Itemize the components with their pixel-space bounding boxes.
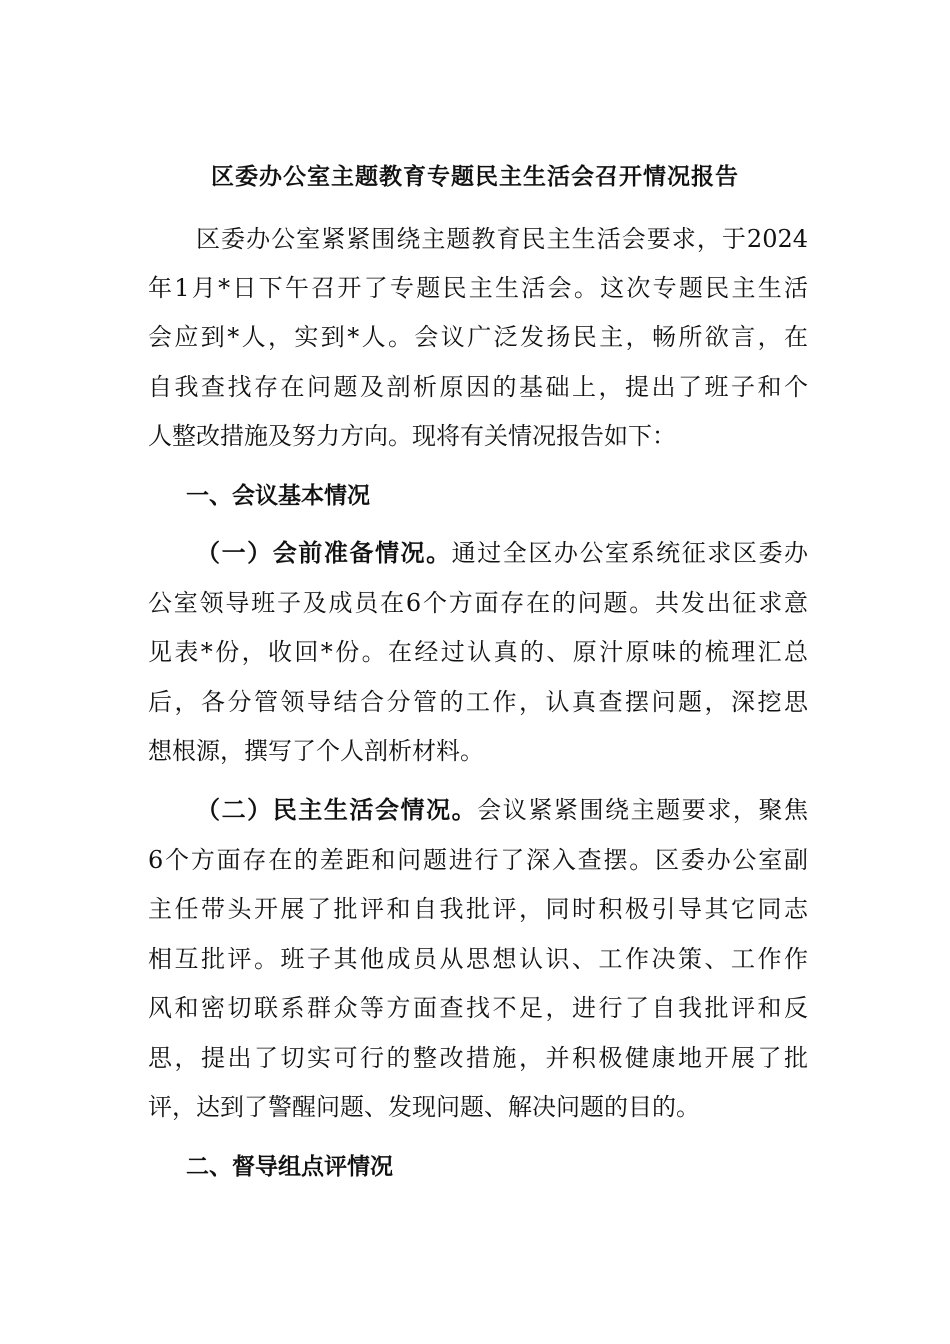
sub2-line-4: 相互批评。班子其他成员从思想认识、工作决策、工作作 [148, 945, 808, 973]
sub1-line-1 [196, 536, 808, 570]
sub1-line-3: 见表*份，收回*份。在经过认真的、原汁原味的梳理汇总 [148, 638, 808, 666]
sub2-line-3: 主任带头开展了批评和自我批评，同时积极引导其它同志 [148, 895, 808, 923]
intro-line-1: 区委办公室紧紧围绕主题教育民主生活会要求，于2024 [196, 225, 808, 253]
sub2-line-2: 6个方面存在的差距和问题进行了深入查摆。区委办公室副 [148, 846, 808, 874]
sub2-line-5: 风和密切联系群众等方面查找不足，进行了自我批评和反 [148, 994, 808, 1022]
sub2-line-6: 思，提出了切实可行的整改措施，并积极健康地开展了批 [148, 1044, 808, 1072]
sub1-first-rest: 通过全区办公室系统征求区委办 [451, 539, 809, 567]
intro-line-4: 自我查找存在问题及剖析原因的基础上，提出了班子和个 [148, 373, 808, 401]
sub2-line-7: 评，达到了警醒问题、发现问题、解决问题的目的。 [148, 1093, 700, 1121]
sub1-line-4: 后，各分管领导结合分管的工作，认真查摆问题，深挖思 [148, 688, 808, 716]
intro-line-5: 人整改措施及努力方向。现将有关情况报告如下： [148, 422, 676, 450]
sub2-lead: （二）民主生活会情况。 [196, 795, 478, 824]
sub1-line-5: 想根源，撰写了个人剖析材料。 [148, 737, 484, 765]
sub1-lead: （一）会前准备情况。 [196, 538, 452, 567]
sub1-line-2: 公室领导班子及成员在6个方面存在的问题。共发出征求意 [148, 589, 808, 617]
sub2-first-rest: 会议紧紧围绕主题要求，聚焦 [477, 796, 809, 824]
section-heading-2: 二、督导组点评情况 [186, 1153, 393, 1180]
sub2-line-1 [196, 793, 808, 827]
intro-line-2: 年1月*日下午召开了专题民主生活会。这次专题民主生活 [148, 274, 808, 302]
section-heading-1: 一、会议基本情况 [186, 482, 370, 509]
document-title: 区委办公室主题教育专题民主生活会召开情况报告 [211, 163, 739, 190]
intro-line-3: 会应到*人，实到*人。会议广泛发扬民主，畅所欲言，在 [148, 323, 808, 351]
